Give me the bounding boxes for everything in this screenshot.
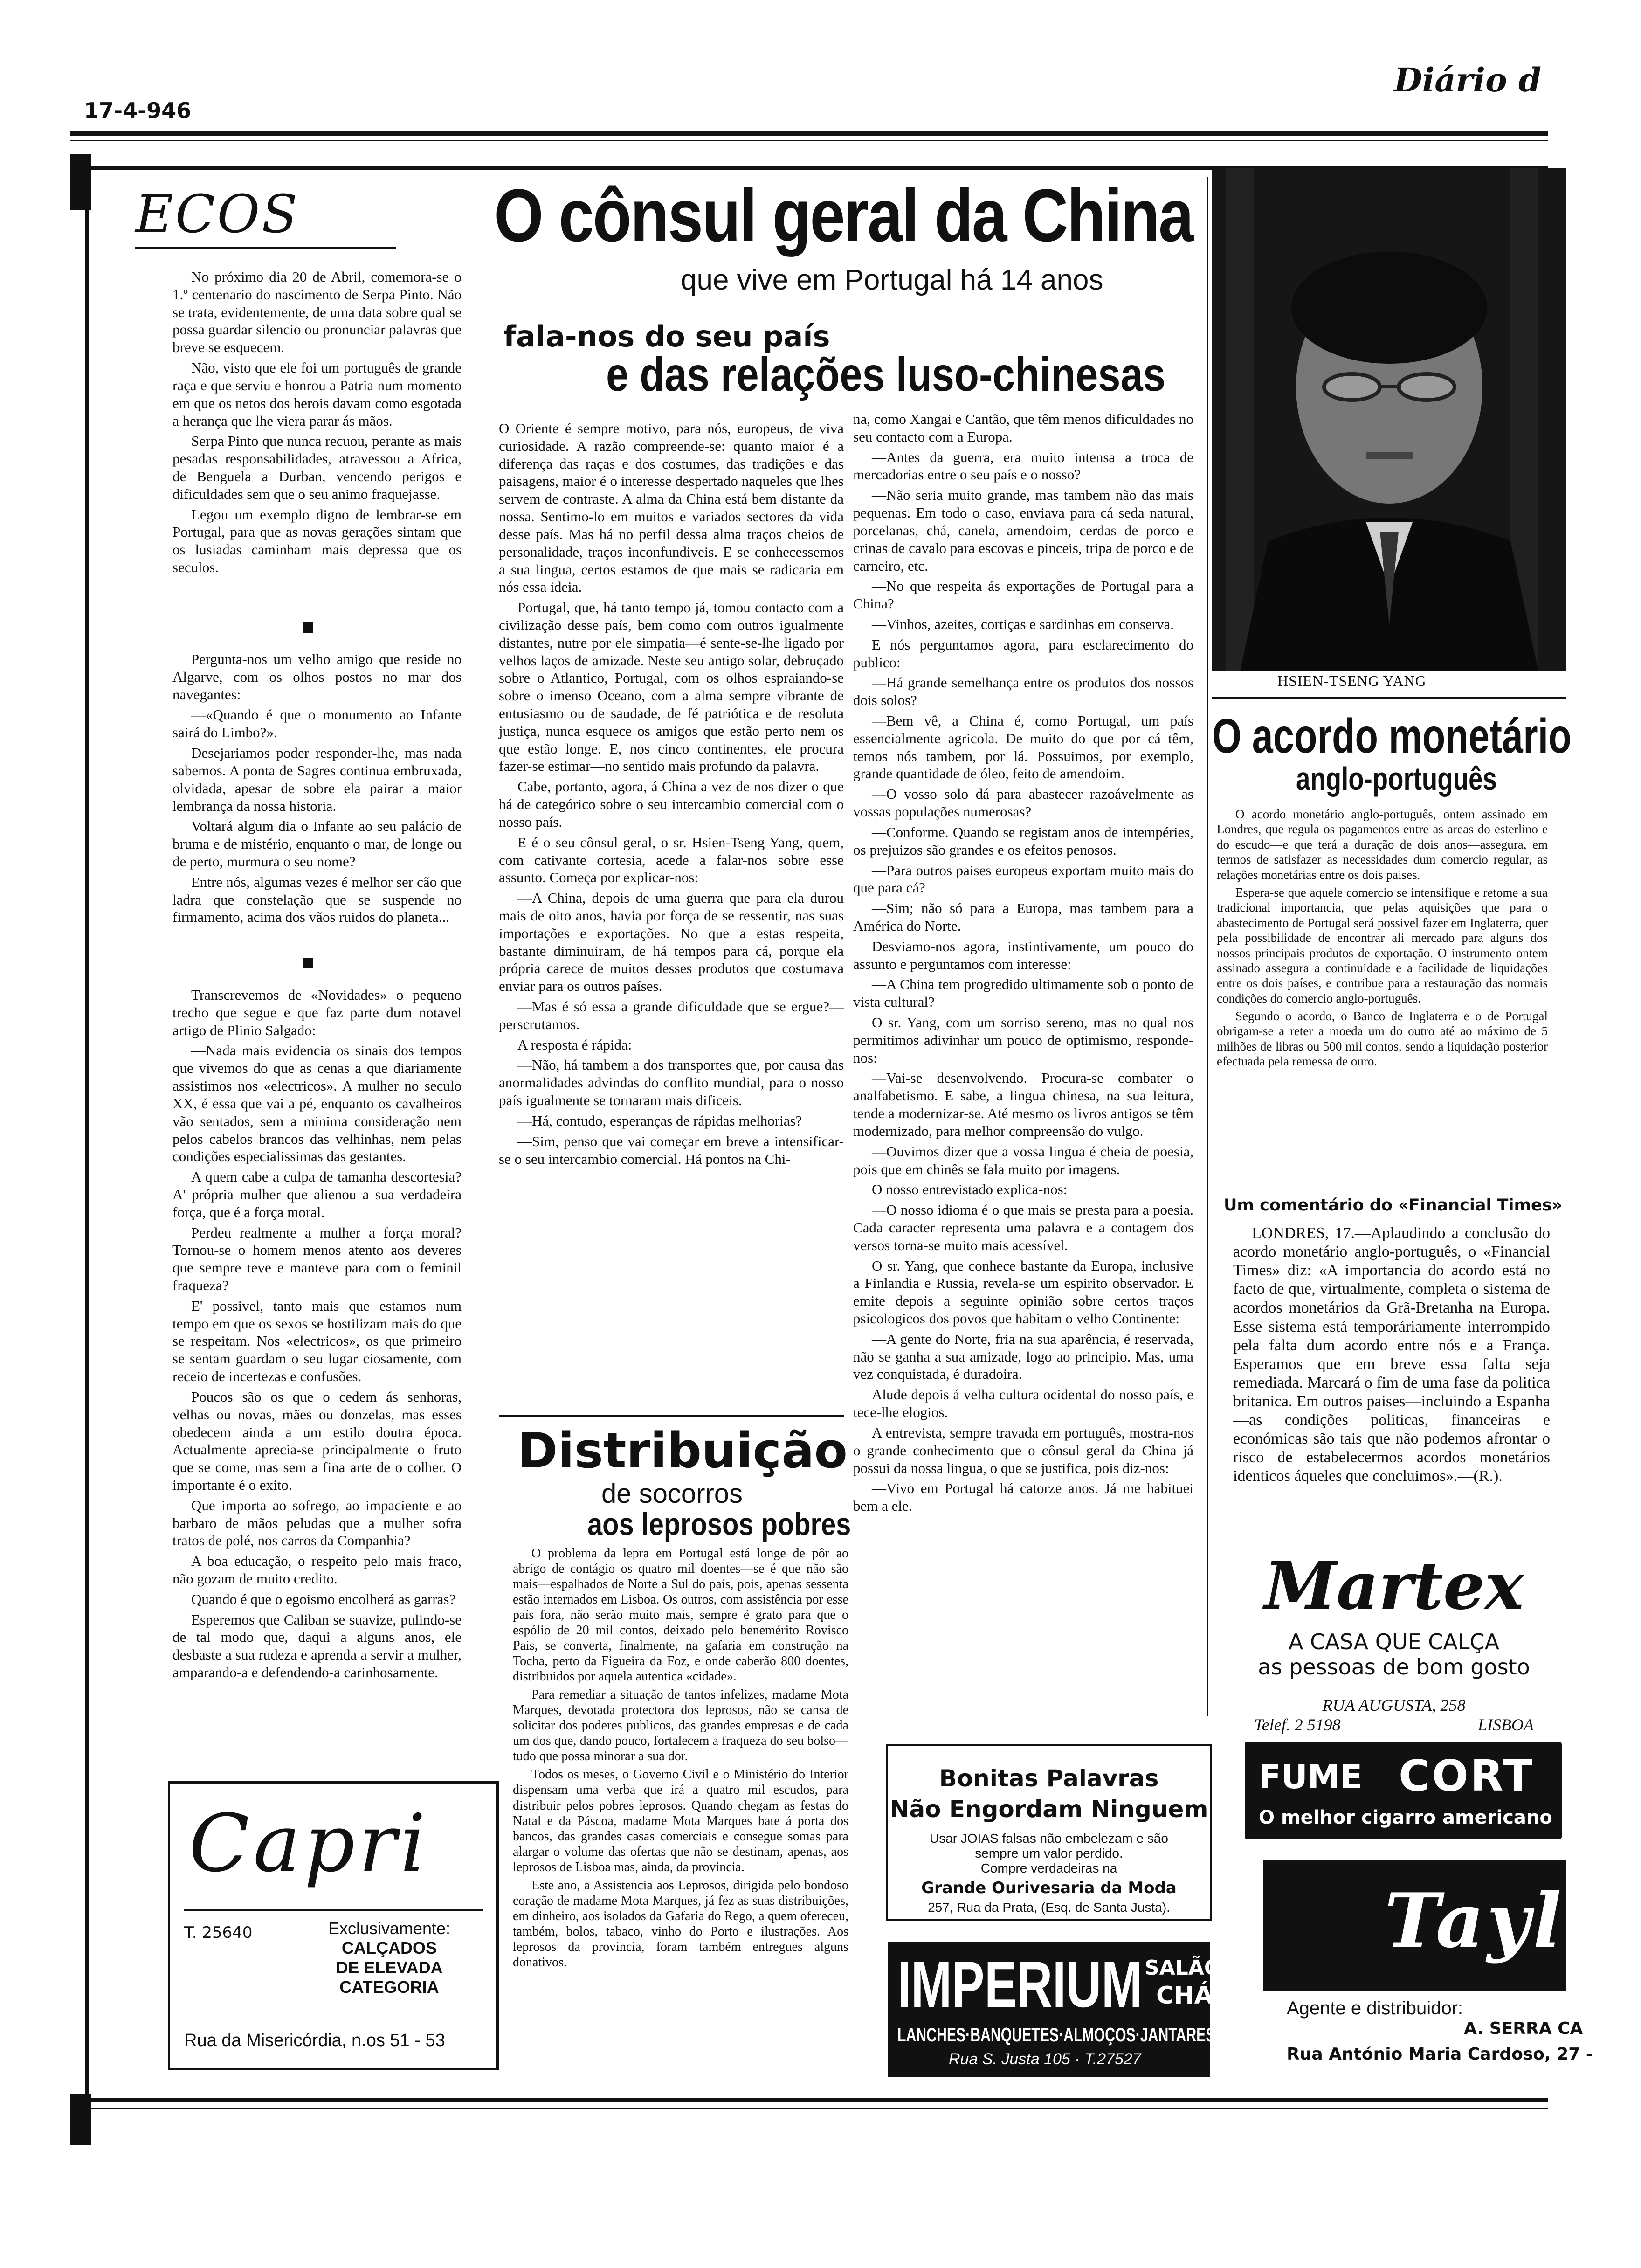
ecos-paragraph: Quando é que o egoismo encolherá as garras? [191, 1590, 456, 1607]
ecos-paragraph: Que importa ao sofrego, ao impaciente e ao barbaro de mãos peludas que a mulher sofra tratos de polé, nos carros da Companhia? [172, 1497, 462, 1549]
taylor-ad [1263, 1860, 1617, 1991]
taylor-address: Rua António Maria Cardoso, 27 - [1287, 2045, 1593, 2064]
article-paragraph: E nós perguntamos agora, para esclarecimento do publico: [853, 636, 1193, 671]
article-paragraph: O nosso entrevistado explica-nos: [872, 1181, 1068, 1198]
ecos-paragraph: Entre nós, algumas vezes é melhor ser cão que ladra que constelação que se suspende no firmamento, acima dos vãos ruidos do planeta... [172, 873, 462, 926]
article-paragraph: —O nosso idioma é o que mais se presta para a poesia. Cada caracter representa uma palavra e a contagem dos versos torna-se muito mais acessível. [853, 1202, 1193, 1253]
capri-divider [184, 1909, 483, 1911]
ecos-paragraph: Legou um exemplo digno de lembrar-se em Portugal, para que as novas gerações sintam que os lusiadas caminham mais depressa que os seculos. [172, 506, 462, 575]
imperium-brand: IMPERIUM [897, 1948, 1142, 2021]
article-paragraph: Desviamo-nos agora, instintivamente, um pouco do assunto e perguntamos com interesse: [853, 938, 1193, 972]
acordo-body-2 [1233, 1224, 1550, 1489]
taylor-agent: Agente e distribuidor: [1287, 1998, 1463, 2019]
ecos-body-3 [172, 986, 462, 1684]
distribuicao-top-rule [499, 1415, 844, 1417]
acordo-body [1217, 807, 1548, 1072]
article-paragraph: —No que respeita ás exportações de Portugal para a China? [853, 578, 1193, 612]
fume-cort-ad [1245, 1742, 1562, 1839]
main-article-col2 [853, 410, 1193, 1518]
article-paragraph: —Mas é só essa a grande dificuldade que se ergue?—perscrutamos. [499, 998, 844, 1032]
martex-city: LISBOA [1478, 1715, 1534, 1734]
martex-line2: as pessoas de bom gosto [1258, 1654, 1530, 1680]
capri-line1: Exclusivamente: [328, 1919, 451, 1938]
distribuicao-headline: Distribuição [517, 1422, 848, 1479]
article-paragraph: Portugal, que, há tanto tempo já, tomou contacto com a civilização desse país, bem como com outros igualmente distantes, nutre por ele simpatia—é sente-se-lhe ligado por velhos laços de amizade. Neste seu antigo solar, debruçado sobre o Atlantico, Portugal, com os olhos espraiando-se sobre o imenso Oceano, com a alma sempre vibrante de entusiasmo ou de saudade, de fé patriótica e de resoluta justiça, nunca esquece os amigos que estão perto nem os que estão longe. E, nos cinco continentes, ele procura fazer-se estimar—no sentido mais profundo da palavra. [499, 599, 844, 774]
distribuicao-subhead-2: aos leprosos pobres [587, 1507, 851, 1542]
bonitas-line3: Compre verdadeiras na [980, 1861, 1117, 1875]
martex-brand: Martex [1264, 1548, 1524, 1625]
article-paragraph: —Vinhos, azeites, cortiças e sardinhas em conserva. [872, 615, 1174, 632]
article-paragraph: E é o seu cônsul geral, o sr. Hsien-Tseng Yang, quem, com cativante cortesia, acede a falar-nos sobre esse assunto. Começa por explicar-nos: [499, 834, 844, 886]
ecos-paragraph: Voltará algum dia o Infante ao seu palácio de bruma e de mistério, enquanto o mar, de longe ou de perto, murmura o seu nome? [172, 818, 462, 870]
article-paragraph: —Há grande semelhança entre os produtos dos nossos dois solos? [853, 674, 1193, 709]
ecos-body-1 [172, 268, 462, 579]
main-headline: O cônsul geral da China [494, 173, 1193, 257]
distribuicao-body [513, 1546, 848, 1973]
header-rule-thick [70, 131, 1548, 136]
fume-tagline: O melhor cigarro americano [1259, 1807, 1552, 1828]
distribuicao-subhead-1: de socorros [601, 1479, 743, 1509]
bonitas-line2: sempre um valor perdido. [975, 1846, 1123, 1860]
imperium-brand-wrap [897, 1947, 1140, 2021]
article-paragraph: —Não seria muito grande, mas tambem não das mais pequenas. Em todo o caso, enviava para cá seda natural, porcelanas, chá, canela, amendoim, cerdas de porco e crinas de cavalo para escovas e pinceis, tripa de porco e de carneiro, etc. [853, 487, 1193, 574]
main-headline-wrap [494, 173, 1212, 261]
consul-photo [1212, 168, 1566, 671]
photo-caption: HSIEN-TSENG YANG [1277, 672, 1427, 689]
taylor-name: A. SERRA CA [1464, 2019, 1583, 2038]
ecos-paragraph: A quem cabe a culpa de tamanha descortesia? A' própria mulher que alienou a sua verdadeira força, que é a força moral. [172, 1169, 462, 1220]
ecos-paragraph: A boa educação, o respeito pelo mais fraco, não gozam de muito credito. [172, 1553, 462, 1587]
article-paragraph: Alude depois á velha cultura ocidental do nosso país, e tece-lhe elogios. [853, 1386, 1193, 1421]
left-margin-line [85, 210, 89, 2108]
bonitas-line1: Usar JOIAS falsas não embelezam e são [929, 1831, 1168, 1846]
distribuicao-paragraph: Todos os meses, o Governo Civil e o Ministério do Interior dispensam uma verba que irá a quatro mil escudos, para distribuir pelos pobres leprosos. Quando chegam as festas do Natal e da Páscoa, madame Mota Marques bate á porta dos bancos, das grandes casas comerciais e consegue somas para alargar o volume das ofertas que não se destinam, apenas, aos leprosos de Lisboa mas, ainda, da provincia. [513, 1767, 848, 1874]
article-paragraph: Cabe, portanto, agora, á China a vez de nos dizer o que há de categórico sobre o seu intercambio comercial com o nosso país. [499, 778, 844, 830]
ecos-paragraph: Esperemos que Caliban se suavize, pulindo-se de tal modo que, daqui a alguns anos, ele desbaste a sua rudeza e aprenda a servir a mulher, amparando-a e defendendo-a carinhosamente. [172, 1611, 462, 1681]
ecos-paragraph: Poucos são os que o cedem ás senhoras, velhas ou novas, mães ou donzelas, mas esses obedecem ainda a um estilo doutra época. Actualmente aprecia-se principalmente o fruto que se come, mas sem a fina arte de o colher. O importante é o exito. [172, 1388, 462, 1493]
capri-info [296, 1919, 483, 1997]
acordo-subhead: Um comentário do «Financial Times» [1224, 1196, 1563, 1215]
ecos-paragraph: —Nada mais evidencia os sinais dos tempos que vivemos do que as cenas a que diariamente assistimos nos «electricos». A mulher no seculo XX, é essa que vai a pé, enquanto os cavalheiros vão sentados, sem a minima consideração nem pelos cabelos brancos das velhinhas, nem pelas condições especialissimas das gestantes. [172, 1042, 462, 1165]
distribuicao-subhead-2-wrap [587, 1506, 851, 1548]
main-deck-2: e das relações luso-chinesas [606, 348, 1165, 401]
portrait-silhouette [1212, 168, 1566, 671]
section-divider-square [303, 958, 313, 968]
imperium-services-wrap [897, 2024, 1215, 2047]
ecos-paragraph: Pergunta-nos um velho amigo que reside no Algarve, com os olhos postos no mar dos navegantes: [172, 651, 462, 703]
article-paragraph: —Conforme. Quando se registam anos de intempéries, os prejuizos são grandes e os efeitos penosos. [853, 823, 1193, 858]
section-divider-square [303, 622, 313, 633]
imperium-ad [888, 1942, 1222, 2077]
header-rule-thin [70, 140, 1548, 141]
capri-ad [168, 1781, 499, 2070]
acordo-headline-1: O acordo monetário [1212, 709, 1572, 763]
fume-word1: FUME [1259, 1758, 1363, 1796]
main-deck-2-wrap [606, 347, 1184, 408]
article-paragraph: A resposta é rápida: [517, 1036, 632, 1053]
left-margin-block-top [70, 154, 91, 210]
fume-word2: CORT [1399, 1751, 1535, 1801]
ecos-paragraph: —«Quando é que o monumento ao Infante sairá do Limbo?». [172, 706, 462, 741]
article-paragraph: —Sim; não só para a Europa, mas tambem para a América do Norte. [853, 900, 1193, 934]
article-paragraph: —Ouvimos dizer que a vossa lingua é cheia de poesia, pois que em chinês se fala muito por imagens. [853, 1143, 1193, 1177]
article-paragraph: O Oriente é sempre motivo, para nós, europeus, de viva curiosidade. A razão compreende-se: quanto maior é a diferença das raças e dos costumes, das tradições e das paisagens, maior é o interesse despertado naqueles que lhes servem de contraste. A alma da China está bem distante da nossa. Sentimo-lo em muitos e variados sectores da vida desse país. Mas há no perfil dessa alma traços cheios de personalidade, traços inconfundiveis. E se conhecessemos a sua lingua, certos estamos de que mais se radicaria em nós essa ideia. [499, 420, 844, 595]
article-paragraph: —A gente do Norte, fria na sua aparência, é reservada, não se ganha a sua amizade, logo ao principio. Mas, uma vez conquistada, é duradoira. [853, 1330, 1193, 1383]
main-deck-1: fala-nos do seu país [503, 319, 830, 353]
article-paragraph: O sr. Yang, com um sorriso sereno, mas no qual nos permitimos adivinhar um pouco de optimismo, responde-nos: [853, 1014, 1193, 1066]
ecos-title: ECOS [135, 184, 299, 245]
ecos-paragraph: Desejariamos poder responder-lhe, mas nada sabemos. A ponta de Sagres continua embruxada, olvidada, apesar de sobre ela pairar a maior lembrança da nossa historia. [172, 745, 462, 814]
article-paragraph: —Vai-se desenvolvendo. Procura-se combater o analfabetismo. E sabe, a lingua chinesa, na sua leitura, tende a modernizar-se. Até mesmo os livros antigos se têm modernizado, para melhor compreensão do vulgo. [853, 1070, 1193, 1139]
martex-phone: Telef. 2 5198 [1254, 1715, 1341, 1734]
article-paragraph: —O vosso solo dá para abastecer razoávelmente as vossas populações numerosas? [853, 786, 1193, 820]
bottom-rule-thin [89, 2108, 1548, 2109]
imperium-side2: CHÁ [1156, 1982, 1213, 2010]
article-paragraph: —Para outros paises europeus exportam muito mais do que para cá? [853, 862, 1193, 896]
bonitas-address: 257, Rua da Prata, (Esq. de Santa Justa). [928, 1900, 1170, 1915]
imperium-services: LANCHES·BANQUETES·ALMOÇOS·JANTARES [897, 2024, 1215, 2046]
distribuicao-paragraph: Este ano, a Assistencia aos Leprosos, dirigida pelo bondoso coração de madame Mota Marques, já fez as suas distribuições, em dinheiro, aos isolados da Gafaria do Rego, a quem ofereceu, também, bolos, tabaco, vinho do Porto e ilustrações. Aos leprosos da provincia, foram também entregues alguns donativos. [513, 1878, 848, 1970]
ecos-paragraph: E' possivel, tanto mais que estamos num tempo em que os sexos se hostilizam mais do que se respeitam. Nos «electricos», os que primeiro se sentam guardam o seu lugar ciosamente, com receio de incertezas e confusões. [172, 1297, 462, 1385]
capri-address: Rua da Misericórdia, n.os 51 - 53 [184, 2031, 445, 2050]
distribuicao-paragraph: O problema da lepra em Portugal está longe de pôr ao abrigo de contágio os quatro mil doentes—se é que não são mais—espalhados de Norte a Sul do país, pois, apenas sessenta estão internados em Lisboa. Os outros, com assistência por esse país fora, não serão muito mais, sempre é grato para que o espólio de 20 mil contos, deixado pelo benemérito Rovisco Pais, se converta, finalmente, na gafaria em construção na Tocha, perto da Figueira da Foz, e onde caberão 800 doentes, distribuidos por aquela autentica «cidade». [513, 1546, 848, 1684]
article-paragraph: —Bem vê, a China é, como Portugal, um país essencialmente agricola. De muito do que por cá têm, temos nós tambem, por lá. Possuimos, por exemplo, grande quantidade de óleo, feito de amendoim. [853, 712, 1193, 782]
bottom-rule [89, 2098, 1548, 2102]
article-paragraph: na, como Xangai e Cantão, que têm menos dificuldades no seu contacto com a Europa. [853, 411, 1193, 445]
capri-brand: Capri [189, 1798, 429, 1890]
main-subhead: que vive em Portugal há 14 anos [681, 264, 1103, 296]
article-paragraph: —Há, contudo, esperanças de rápidas melhorias? [517, 1112, 802, 1129]
capri-line2: CALÇADOS [342, 1938, 437, 1957]
ecos-paragraph: Serpa Pinto que nunca recuou, perante as mais pesadas responsabilidades, atravessou a Africa, de Benguela a Durban, vencendo perigos e dificuldades sem que o seu animo fraquejasse. [172, 433, 462, 502]
article-paragraph: A entrevista, sempre travada em português, mostra-nos o grande conhecimento que o cônsul geral da China já possui da nossa lingua, o que se justifica, pois diz-nos: [853, 1424, 1193, 1476]
ecos-paragraph: Transcrevemos de «Novidades» o pequeno trecho que segue e que faz parte dum notavel artigo de Plinio Salgado: [172, 987, 462, 1038]
bonitas-title1: Bonitas Palavras [939, 1765, 1159, 1792]
bonitas-title2: Não Engordam Ninguem [889, 1796, 1208, 1823]
ecos-paragraph: No próximo dia 20 de Abril, comemora-se o 1.º centenario do nascimento de Serpa Pinto. Não se trata, evidentemente, de uma data sobre qual se possa guardar silencio ou pronunciar palavras que breve se esquecem. [172, 269, 462, 356]
acordo-paragraph: LONDRES, 17.—Aplaudindo a conclusão do acordo monetário anglo-português, o «Financial Times» diz: «A importancia do acordo está no facto de que, virtualmente, completa o sistema de acordos monetários da Grã-Bretanha na Europa. Esse sistema está temporáriamente interrompido pela falta dum acordo entre nós e a França. Esperamos que em breve essa falta seja remediada. Marcará o fim de uma fase da politica britanica. Em outros paises—incluindo a Espanha—as condições politicas, financeiras e económicas são tais que não podemos afrontar o risco de estabelecermos acordos monetários identicos áqueles que concluimos».—(R.). [1233, 1224, 1550, 1485]
acordo-paragraph: Espera-se que aquele comercio se intensifique e retome a sua tradicional importancia, que pelas aquisições que para o abastecimento de Portugal será possivel fazer em Inglaterra, quer pela possibilidade de encontrar ali mercado para alguns dos nossos principais produtos de exportação. O instrumento ontem assinado assegura a continuidade e a facilidade de liquidações entre os dois países, e contribue para a restauração das normais condições do comercio anglo-português. [1217, 885, 1548, 1005]
article-paragraph: —Sim, penso que vai começar em breve a intensificar-se o seu intercambio comercial. Há pontos na Chi- [499, 1133, 844, 1167]
article-paragraph: —A China tem progredido ultimamente sob o ponto de vista cultural? [853, 976, 1193, 1010]
distribuicao-paragraph: Para remediar a situação de tantos infelizes, madame Mota Marques, devotada protectora dos leprosos, não se cansa de solicitar dos poderes publicos, das grandes empresas e de cada um dos que, dando pouco, fortalecem a fraqueza do seu bolso—tudo que possa minorar a sua dor. [513, 1687, 848, 1764]
ecos-title-rule [135, 247, 396, 249]
capri-phone: T. 25640 [184, 1923, 253, 1942]
acordo-paragraph: Segundo o acordo, o Banco de Inglaterra e o de Portugal obrigam-se a reter a moeda um do outro até ao máximo de 5 milhões de libras ou 500 mil contos, sendo a liquidação posterior efectuada pela remessa de ouro. [1217, 1009, 1548, 1069]
acordo-paragraph: O acordo monetário anglo-português, ontem assinado em Londres, que regula os pagamentos entre as areas do esterlino e do escudo—e que terá a duração de dois anos—assegura, em termos de satisfazer as necessidades dum comercio regular, as relações monetárias entre os dois paises. [1217, 807, 1548, 882]
bonitas-shop: Grande Ourivesaria da Moda [921, 1879, 1177, 1897]
imperium-side1: SALÃO [1145, 1956, 1222, 1980]
article-paragraph: —Vivo em Portugal há catorze anos. Já me habituei bem a ele. [853, 1480, 1193, 1514]
martex-address: RUA AUGUSTA, 258 [1322, 1696, 1466, 1715]
article-paragraph: O sr. Yang, que conhece bastante da Europa, inclusive a Finlandia e Russia, revela-se um espirito observador. E emite depois a seguinte opinião sobre certos traços psicologicos dos povos que habitam o velho Continente: [853, 1257, 1193, 1327]
photo-caption-rule [1212, 697, 1566, 699]
issue-date: 17-4-946 [84, 98, 192, 123]
article-paragraph: —Antes da guerra, era muito intensa a troca de mercadorias entre o seu país e o nosso? [853, 449, 1193, 483]
taylor-brand: Taylo [1385, 1877, 1617, 1964]
imperium-address: Rua S. Justa 105 · T.27527 [949, 2050, 1141, 2068]
bonitas-palavras-ad [886, 1744, 1212, 1921]
masthead: Diário d [1394, 61, 1542, 99]
ecos-paragraph: Perdeu realmente a mulher a força moral? Tornou-se o homem menos atento aos deveres que sempre teve e manteve para com o feminil fraqueza? [172, 1224, 462, 1293]
acordo-headline-2-wrap [1296, 760, 1566, 802]
article-paragraph: —A China, depois de uma guerra que para ela durou mais de oito anos, havia por força de se ressentir, nas suas importações e exportações. No que a estas respeita, bastante diminuiram, de há tempos para cá, porque ela própria carece de muitos desses produtos que costumava enviar para os outros países. [499, 890, 844, 995]
ecos-paragraph: Não, visto que ele foi um português de grande raça e que serviu e honrou a Patria num momento em que os netos dos herois davam como esgotada a herança que lhe viera parar ás mãos. [172, 360, 462, 429]
ecos-body-2 [172, 650, 462, 929]
capri-line3: DE ELEVADA [336, 1958, 443, 1977]
capri-line4: CATEGORIA [339, 1978, 439, 1997]
column-rule-2 [1207, 177, 1208, 1716]
article-paragraph: —Não, há tambem a dos transportes que, por causa das anormalidades advindas do conflito mundial, para o nosso país igualmente se tornaram mais dificeis. [499, 1057, 844, 1109]
main-article-col1 [499, 420, 844, 1170]
acordo-headline-2: anglo-português [1296, 761, 1497, 797]
martex-line1: A CASA QUE CALÇA [1288, 1629, 1500, 1654]
